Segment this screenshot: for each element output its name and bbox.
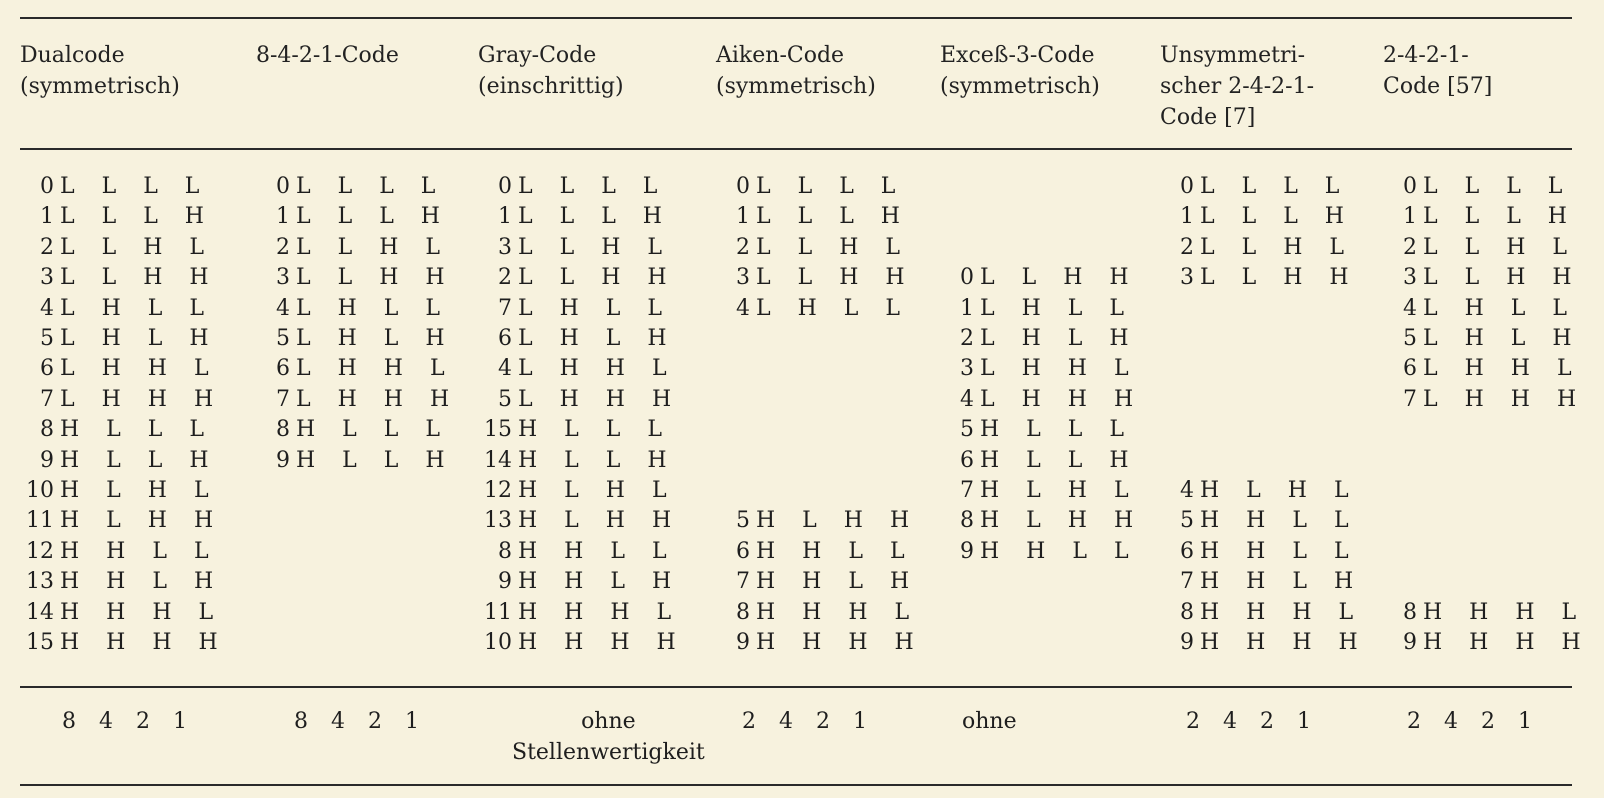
code-bits: L L L H	[1200, 204, 1354, 230]
code-row	[20, 353, 219, 384]
column-header-line: (symmetrisch)	[940, 74, 1100, 99]
column-header	[20, 40, 180, 102]
decimal-value: 7	[498, 295, 512, 321]
decimal-value: 0	[40, 174, 54, 199]
code-row	[940, 323, 1139, 354]
decimal-value: 1	[40, 204, 54, 230]
column-header-line: scher 2-4-2-1-	[1160, 74, 1315, 99]
decimal-value: 4	[1180, 478, 1194, 503]
code-row	[478, 505, 681, 536]
code-bits: L L H L	[1200, 234, 1354, 260]
code-bits: L H L L	[1423, 295, 1577, 321]
decimal-value: 5	[1180, 508, 1194, 534]
code-bits: H L L H	[60, 447, 219, 473]
code-row	[940, 384, 1143, 415]
decimal-value: 2	[736, 234, 750, 260]
code-bits: H H H H	[518, 630, 686, 655]
code-bits: L L H L	[1423, 234, 1577, 260]
code-bits: H L H L	[60, 478, 219, 503]
code-bits: L L L L	[518, 174, 668, 199]
code-bits: H H L L	[60, 538, 219, 564]
decimal-value: 14	[484, 447, 512, 473]
code-row	[1160, 232, 1354, 263]
code-bits: L L L L	[1200, 174, 1350, 199]
decimal-value: 3	[276, 265, 290, 291]
code-bits: H L L L	[296, 417, 450, 443]
code-bits: H H L H	[60, 569, 224, 595]
decimal-value: 2	[276, 234, 290, 260]
code-row	[478, 232, 672, 263]
code-bits: H L L H	[296, 447, 455, 473]
code-row	[1160, 475, 1359, 506]
code-row	[716, 293, 910, 324]
code-bits: L L H L	[756, 234, 910, 260]
code-bits: H L L H	[980, 447, 1139, 473]
code-row	[716, 597, 919, 628]
decimal-value: 1	[1403, 204, 1417, 230]
code-row	[1383, 171, 1572, 202]
code-row	[716, 171, 905, 202]
code-row	[716, 566, 919, 597]
decimal-value: 7	[736, 569, 750, 595]
code-bits: L H H H	[980, 386, 1144, 412]
place-value-weights	[512, 706, 705, 768]
decimal-value: 7	[960, 478, 974, 503]
code-row	[256, 353, 455, 384]
weight-separator-rule	[20, 686, 1572, 688]
place-value-weights: 2 4 2 1	[742, 709, 875, 734]
code-row	[478, 293, 672, 324]
code-bits: H L L L	[518, 417, 672, 443]
code-row	[478, 445, 677, 476]
code-row	[940, 536, 1139, 567]
code-bits: L H H L	[60, 356, 219, 382]
code-row	[1383, 201, 1577, 232]
decimal-value: 7	[276, 386, 290, 412]
code-row	[1160, 201, 1354, 232]
code-bits: L L L L	[756, 174, 906, 199]
code-bits: H L H H	[980, 508, 1144, 534]
column-header-line: Dualcode	[20, 43, 125, 68]
code-row	[1383, 323, 1582, 354]
weight-line: Stellenwertigkeit	[512, 740, 705, 765]
decimal-value: 6	[276, 356, 290, 382]
table-top-rule	[20, 17, 1572, 19]
decimal-value: 5	[40, 326, 54, 351]
code-row	[478, 201, 672, 232]
code-bits: L H L H	[518, 326, 677, 351]
code-row	[716, 232, 910, 263]
decimal-value: 4	[1403, 295, 1417, 321]
decimal-value: 9	[1403, 630, 1417, 655]
code-bits: H H H H	[60, 630, 228, 655]
code-bits: L L H L	[60, 234, 214, 260]
weight-line: ohne	[581, 709, 636, 734]
column-header-line: (symmetrisch)	[20, 74, 180, 99]
code-bits: H L H L	[980, 478, 1139, 503]
code-bits: L L H H	[296, 265, 455, 291]
code-bits: L L H H	[518, 265, 677, 291]
code-bits: H L H L	[518, 478, 677, 503]
code-row	[20, 566, 223, 597]
code-bits: H H H L	[1423, 599, 1587, 625]
code-bits: H H L L	[980, 538, 1139, 564]
header-separator-rule	[20, 148, 1572, 150]
code-row	[940, 445, 1139, 476]
decimal-value: 2	[960, 326, 974, 351]
code-bits: L L L H	[60, 204, 214, 230]
code-row	[256, 414, 450, 445]
code-bits: L H L L	[980, 295, 1134, 321]
place-value-weights: 2 4 2 1	[1407, 709, 1540, 734]
code-bits: L L L L	[1423, 174, 1573, 199]
code-bits: H H H L	[60, 599, 224, 625]
decimal-value: 2	[1403, 234, 1417, 260]
code-row	[478, 414, 672, 445]
code-bits: H H L H	[1200, 569, 1364, 595]
decimal-value: 10	[484, 630, 512, 655]
code-row	[20, 171, 209, 202]
code-row	[940, 475, 1139, 506]
code-bits: H H H L	[756, 599, 920, 625]
column-header-line: 2-4-2-1-	[1383, 43, 1469, 68]
decimal-value: 5	[498, 386, 512, 412]
code-row	[478, 171, 667, 202]
decimal-value: 3	[1403, 265, 1417, 291]
code-bits: L H H H	[1423, 386, 1587, 412]
code-bits: L L H H	[60, 265, 219, 291]
place-value-weights: 8 4 2 1	[294, 709, 427, 734]
decimal-value: 7	[1180, 569, 1194, 595]
decimal-value: 1	[276, 204, 290, 230]
decimal-value: 8	[498, 538, 512, 564]
decimal-value: 9	[498, 569, 512, 595]
code-row	[1160, 627, 1368, 658]
code-bits: L H L L	[296, 295, 450, 321]
decimal-value: 0	[960, 265, 974, 291]
place-value-weights: 2 4 2 1	[1186, 709, 1319, 734]
code-bits: L H L H	[980, 326, 1139, 351]
decimal-value: 10	[26, 478, 54, 503]
code-bits: H L H H	[518, 508, 682, 534]
code-row	[256, 384, 459, 415]
code-bits: L H H H	[518, 386, 682, 412]
code-bits: L L L L	[296, 174, 446, 199]
decimal-value: 0	[1180, 174, 1194, 199]
decimal-value: 12	[26, 538, 54, 564]
code-row	[20, 323, 219, 354]
code-row	[478, 597, 681, 628]
decimal-value: 2	[498, 265, 512, 291]
code-bits: H H H H	[756, 630, 924, 655]
decimal-value: 0	[736, 174, 750, 199]
code-row	[1383, 384, 1586, 415]
code-bits: H H H H	[1200, 630, 1368, 655]
code-bits: H L H H	[756, 508, 920, 534]
code-row	[478, 323, 677, 354]
code-row	[256, 262, 455, 293]
column-header-line: Gray-Code	[478, 43, 597, 68]
code-row	[478, 536, 677, 567]
code-bits: L H H L	[980, 356, 1139, 382]
code-row	[478, 353, 677, 384]
decimal-value: 13	[484, 508, 512, 534]
code-bits: L H L H	[296, 326, 455, 351]
code-row	[20, 414, 214, 445]
column-header	[716, 40, 876, 102]
decimal-value: 8	[1403, 599, 1417, 625]
decimal-value: 8	[276, 417, 290, 443]
code-bits: L L L L	[60, 174, 210, 199]
code-row	[1160, 171, 1349, 202]
decimal-value: 5	[960, 417, 974, 443]
column-header	[478, 40, 624, 102]
code-row	[1383, 353, 1582, 384]
code-bits: L L H L	[296, 234, 450, 260]
code-bits: H L H H	[60, 508, 224, 534]
decimal-value: 4	[498, 356, 512, 382]
table-bottom-rule	[20, 784, 1572, 786]
code-bits: H H L L	[1200, 508, 1359, 534]
code-row	[20, 597, 223, 628]
code-bits: L L H H	[980, 265, 1139, 291]
decimal-value: 1	[736, 204, 750, 230]
code-row	[1160, 536, 1359, 567]
decimal-value: 15	[26, 630, 54, 655]
decimal-value: 9	[40, 447, 54, 473]
column-header	[940, 40, 1100, 102]
decimal-value: 13	[26, 569, 54, 595]
code-bits: L L H H	[1200, 265, 1359, 291]
code-bits: L H H L	[1423, 356, 1582, 382]
code-bits: H H H L	[518, 599, 682, 625]
code-row	[478, 627, 686, 658]
decimal-value: 6	[960, 447, 974, 473]
place-value-weights: 8 4 2 1	[62, 709, 195, 734]
code-row	[716, 536, 915, 567]
code-row	[478, 384, 681, 415]
decimal-value: 7	[1403, 386, 1417, 412]
code-bits: L L H H	[756, 265, 915, 291]
decimal-value: 8	[736, 599, 750, 625]
code-bits: H H L L	[518, 538, 677, 564]
decimal-value: 8	[1180, 599, 1194, 625]
column-header-line: Exceß-3-Code	[940, 43, 1095, 68]
code-row	[940, 414, 1134, 445]
decimal-value: 0	[498, 174, 512, 199]
decimal-value: 6	[40, 356, 54, 382]
decimal-value: 3	[960, 356, 974, 382]
code-row	[20, 232, 214, 263]
code-bits: L H L L	[518, 295, 672, 321]
code-row	[20, 262, 219, 293]
decimal-value: 9	[1180, 630, 1194, 655]
column-header-line: (einschrittig)	[478, 74, 624, 99]
code-row	[478, 262, 677, 293]
code-row	[716, 627, 924, 658]
column-header	[1383, 40, 1492, 102]
code-row	[20, 627, 228, 658]
decimal-value: 7	[40, 386, 54, 412]
code-row	[20, 475, 219, 506]
code-bits: H H L L	[1200, 538, 1359, 564]
code-bits: L L L H	[518, 204, 672, 230]
code-row	[716, 505, 919, 536]
decimal-value: 3	[498, 234, 512, 260]
column-header	[256, 40, 399, 71]
code-row	[940, 505, 1143, 536]
code-bits: L H L L	[60, 295, 214, 321]
decimal-value: 4	[40, 295, 54, 321]
code-bits: L H H H	[296, 386, 460, 412]
decimal-value: 12	[484, 478, 512, 503]
decimal-value: 1	[498, 204, 512, 230]
decimal-value: 1	[960, 295, 974, 321]
decimal-value: 9	[736, 630, 750, 655]
code-row	[940, 262, 1139, 293]
decimal-value: 11	[484, 599, 512, 625]
code-row	[1160, 566, 1363, 597]
code-row	[256, 232, 450, 263]
code-row	[1160, 505, 1359, 536]
code-row	[1383, 627, 1591, 658]
decimal-value: 15	[484, 417, 512, 443]
column-header-line: 8-4-2-1-Code	[256, 43, 399, 68]
code-row	[478, 566, 681, 597]
decimal-value: 4	[960, 386, 974, 412]
column-header-line: (symmetrisch)	[716, 74, 876, 99]
code-bits: H L L H	[518, 447, 677, 473]
code-bits: H H H H	[1423, 630, 1591, 655]
decimal-value: 8	[960, 508, 974, 534]
decimal-value: 5	[736, 508, 750, 534]
code-bits: H L H L	[1200, 478, 1359, 503]
decimal-value: 1	[1180, 204, 1194, 230]
decimal-value: 6	[498, 326, 512, 351]
code-row	[716, 262, 915, 293]
code-row	[20, 505, 223, 536]
column-header-line: Code [57]	[1383, 74, 1493, 99]
column-header-line: Code [7]	[1160, 105, 1256, 130]
code-row	[1160, 262, 1359, 293]
decimal-value: 5	[1403, 326, 1417, 351]
code-row	[940, 293, 1134, 324]
code-row	[478, 475, 677, 506]
code-row	[20, 445, 219, 476]
decimal-value: 4	[736, 295, 750, 321]
code-row	[716, 201, 910, 232]
code-bits: L L L H	[1423, 204, 1577, 230]
code-row	[1383, 262, 1582, 293]
code-bits: L H H H	[60, 386, 224, 412]
code-bits: L L L H	[296, 204, 450, 230]
decimal-value: 3	[736, 265, 750, 291]
decimal-value: 8	[40, 417, 54, 443]
decimal-value: 9	[276, 447, 290, 473]
code-bits: L H L H	[60, 326, 219, 351]
decimal-value: 5	[276, 326, 290, 351]
code-row	[256, 201, 450, 232]
code-bits: H L L L	[60, 417, 214, 443]
decimal-value: 14	[26, 599, 54, 625]
code-bits: L L L H	[756, 204, 910, 230]
decimal-value: 3	[40, 265, 54, 291]
code-bits: L H L L	[756, 295, 910, 321]
code-bits: L H L H	[1423, 326, 1582, 351]
place-value-weights: ohne	[962, 709, 1017, 734]
decimal-value: 4	[276, 295, 290, 321]
decimal-value: 2	[40, 234, 54, 260]
decimal-value: 6	[1403, 356, 1417, 382]
code-bits: H L L L	[980, 417, 1134, 443]
decimal-value: 11	[26, 508, 54, 534]
decimal-value: 2	[1180, 234, 1194, 260]
code-bits: L H H L	[296, 356, 455, 382]
code-bits: L L H L	[518, 234, 672, 260]
code-row	[256, 323, 455, 354]
decimal-value: 0	[276, 174, 290, 199]
code-bits: H H L H	[518, 569, 682, 595]
decimal-value: 9	[960, 538, 974, 564]
code-bits: H H L H	[756, 569, 920, 595]
code-bits: L H H L	[518, 356, 677, 382]
decimal-value: 0	[1403, 174, 1417, 199]
code-row	[20, 384, 223, 415]
code-row	[1383, 597, 1586, 628]
decimal-value: 6	[736, 538, 750, 564]
code-bits: H H L L	[756, 538, 915, 564]
column-header	[1160, 40, 1314, 133]
column-header-line: Aiken-Code	[716, 43, 845, 68]
code-row	[20, 201, 214, 232]
code-row	[940, 353, 1139, 384]
decimal-value: 3	[1180, 265, 1194, 291]
code-row	[1160, 597, 1363, 628]
code-row	[1383, 232, 1577, 263]
code-row	[20, 536, 219, 567]
code-row	[256, 445, 455, 476]
code-row	[256, 171, 445, 202]
code-row	[256, 293, 450, 324]
code-row	[1383, 293, 1577, 324]
code-bits: L L H H	[1423, 265, 1582, 291]
decimal-value: 6	[1180, 538, 1194, 564]
code-bits: H H H L	[1200, 599, 1364, 625]
column-header-line: Unsymmetri-	[1160, 43, 1305, 68]
code-row	[20, 293, 214, 324]
